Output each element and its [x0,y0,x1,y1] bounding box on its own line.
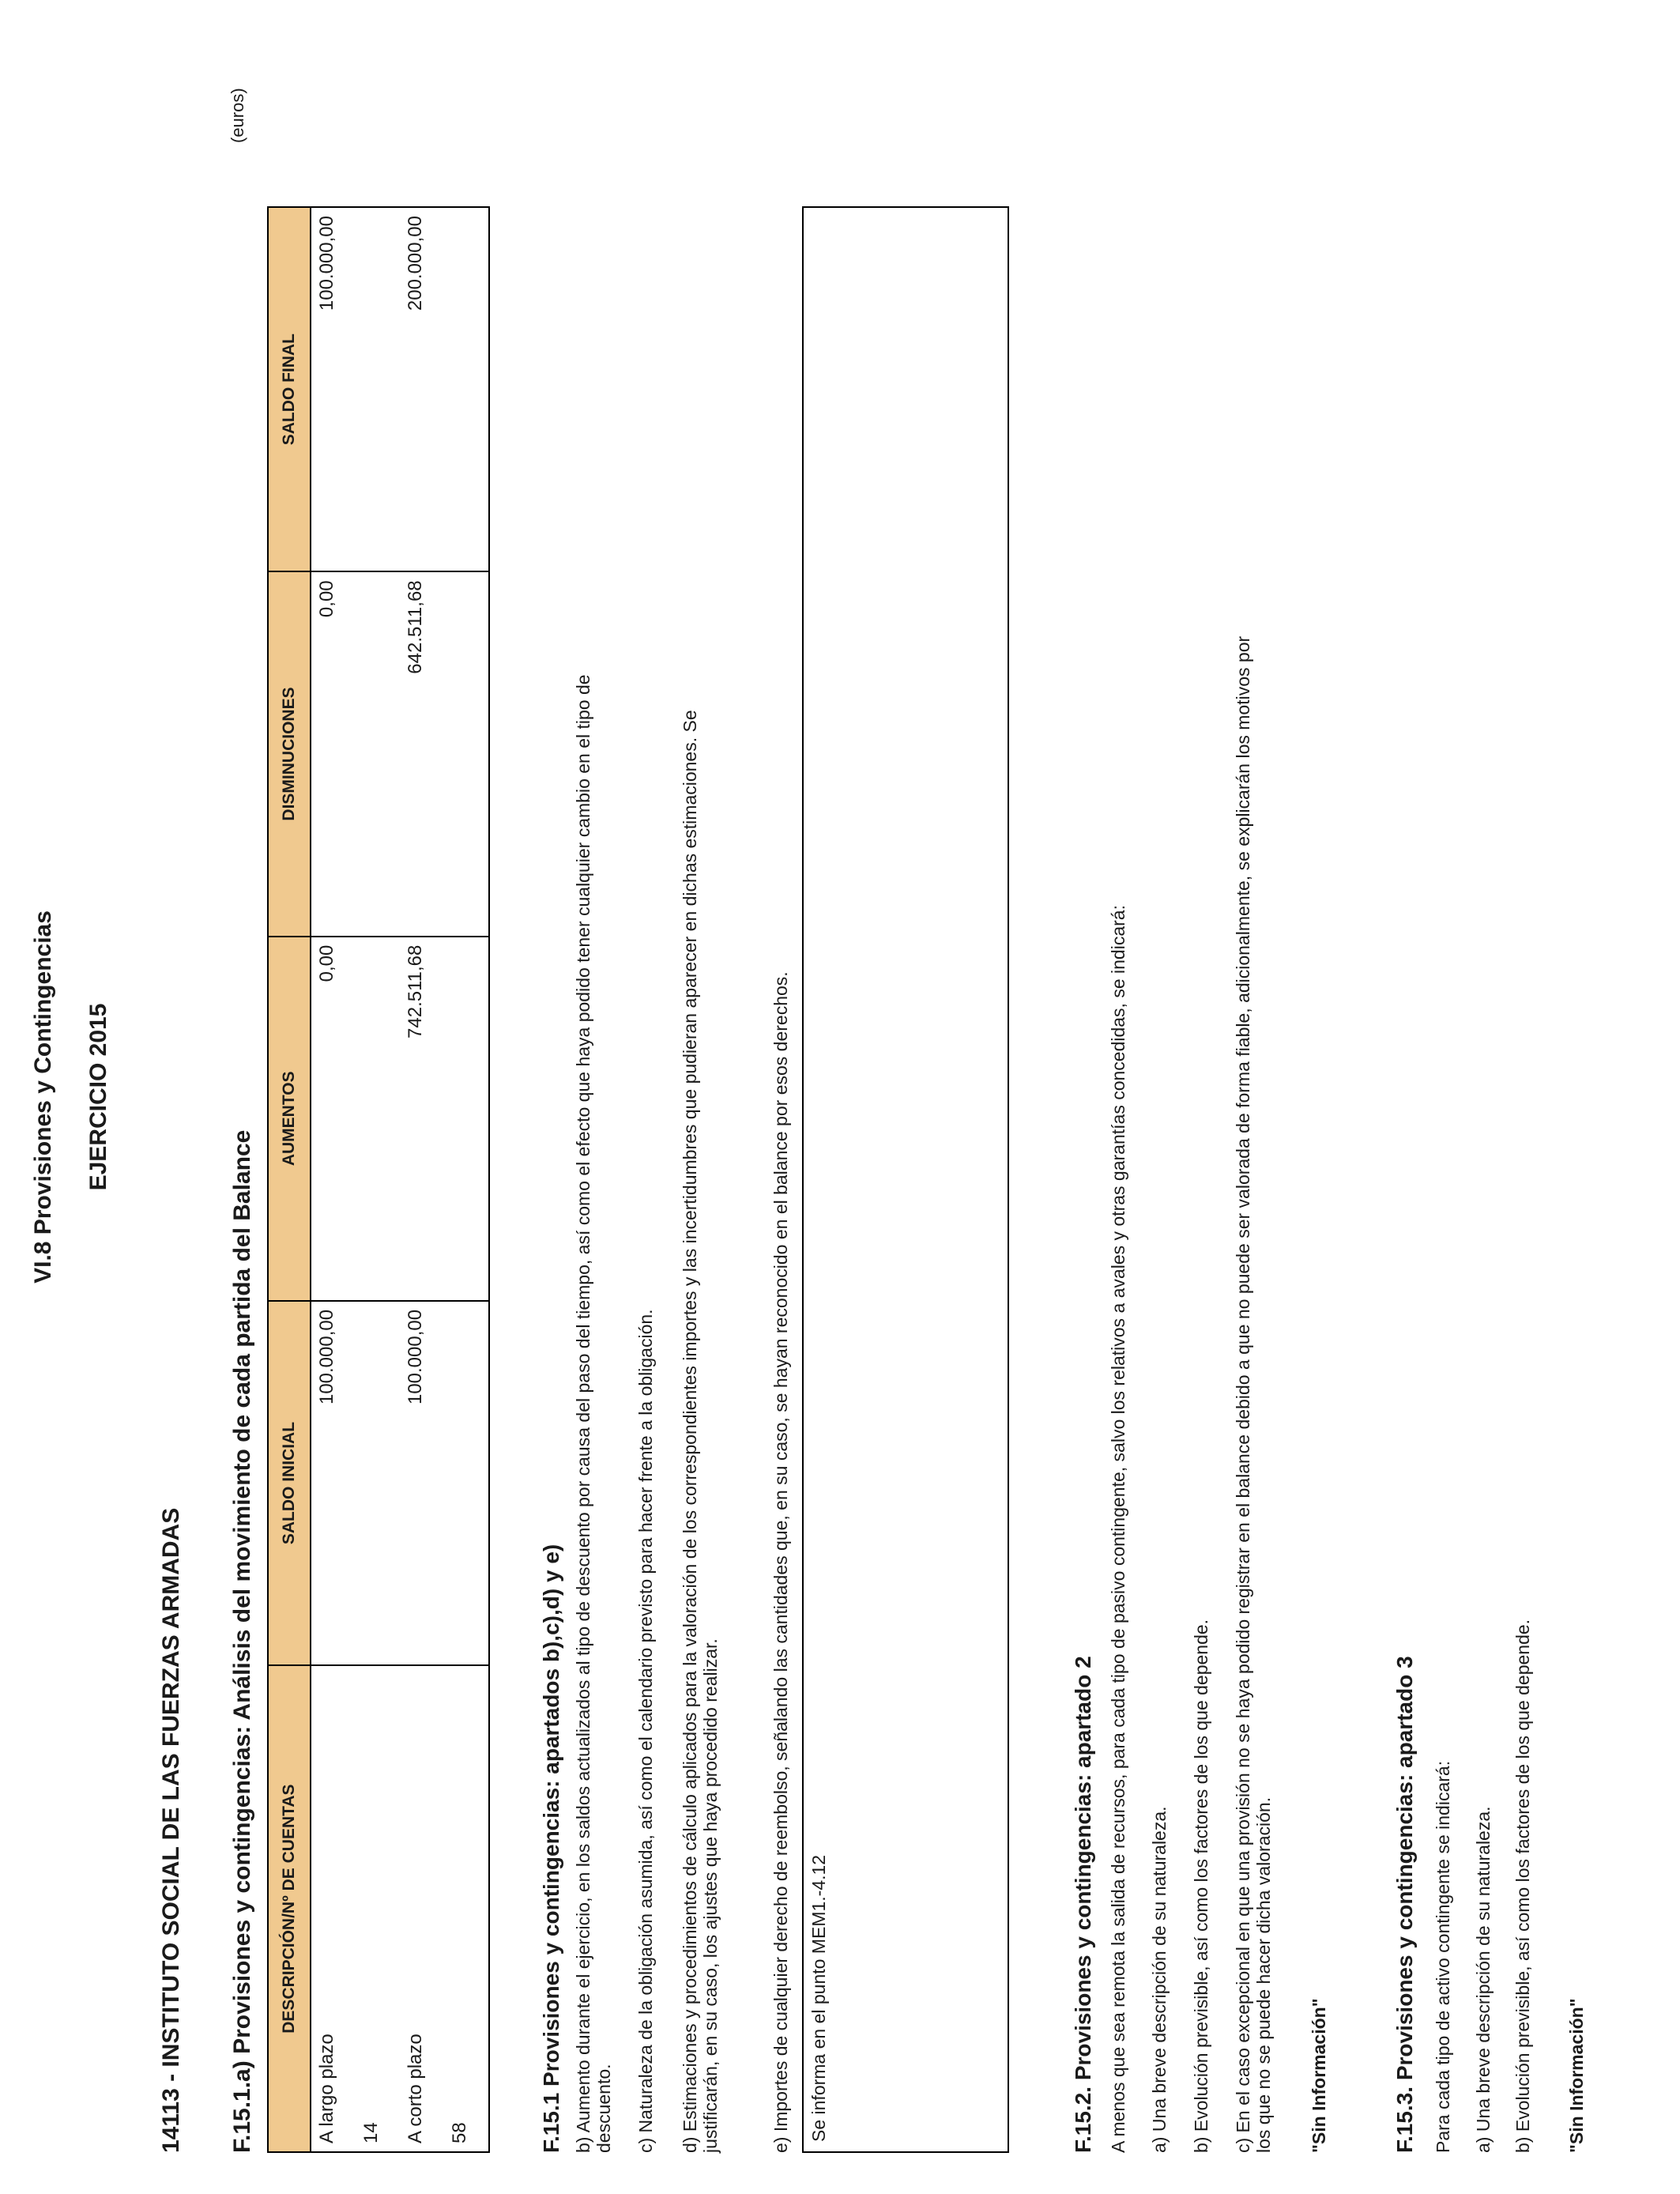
row-aumentos: 742.511,68 [400,937,444,1301]
table-row [444,207,489,2152]
section-2-b: b) Evolución previsible, así como los factores de los que depende. [1191,1619,1211,2153]
section-a-title: F.15.1.a) Provisiones y contingencias: Análisis del movimiento de cada partida del Balance [229,1129,255,2153]
col-header-saldo-final: SALDO FINAL [268,207,311,571]
col-header-aumentos: AUMENTOS [268,937,311,1301]
section-b-text-e: e) Importes de cualquier derecho de reembolso, señalando las cantidades que, en su caso, se hayan reconocido en el balance por esos derechos. [770,971,791,2153]
row-saldo-inicial: 100.000,00 [400,1301,444,1665]
col-header-description: DESCRIPCIÓN/Nº DE CUENTAS [268,1665,311,2152]
row-disminuciones: 0,00 [311,571,356,936]
document-subtitle: EJERCICIO 2015 [85,1003,111,1191]
section-3-b: b) Evolución previsible, así como los factores de los que depende. [1512,1619,1533,2153]
section-b-text-d2: justificarán, en su caso, los ajustes que haya procedido realizar. [700,1638,721,2153]
section-3-intro: Para cada tipo de activo contingente se indicará: [1433,1760,1453,2153]
section-b-text-b2: descuento. [593,2064,614,2153]
section-2-c1: c) En el caso excepcional en que una provisión no se haya podido registrar en el balance debido a que no puede ser valorada de forma fiable, adicionalmente, se explicarán los motivos por [1233,635,1253,2153]
entity-name: 14113 - INSTITUTO SOCIAL DE LAS FUERZAS ARMADAS [158,1507,184,2153]
section-b-title: F.15.1 Provisiones y contingencias: apartados b),c),d) y e) [539,1544,563,2153]
col-header-disminuciones: DISMINUCIONES [268,571,311,936]
row-saldo-final: 100.000,00 [311,207,356,571]
movements-table [267,206,490,2153]
section-b-text-b1: b) Aumento durante el ejercicio, en los saldos actualizados al tipo de descuento por causa del paso del tiempo, así como el efecto que haya podido tener cualquier cambio en el tipo de [573,674,593,2153]
col-header-saldo-inicial: SALDO INICIAL [268,1301,311,1665]
section-3-title: F.15.3. Provisiones y contingencias: apartado 3 [1392,1656,1417,2153]
section-3-sin-info: "Sin Información" [1566,1998,1587,2153]
table-row [356,207,400,2152]
section-2-title: F.15.2. Provisiones y contingencias: apartado 2 [1071,1656,1095,2153]
info-box [802,206,1009,2153]
section-b-text-d1: d) Estimaciones y procedimientos de cálculo aplicados para la valoración de los correspondientes importes y las incertidumbres que pudieran aparecer en dichas estimaciones. Se [680,710,700,2153]
section-2-intro: A menos que sea remota la salida de recursos, para cada tipo de pasivo contingente, salvo los relativos a avales y otras garantías concedidas, se indicará: [1108,905,1128,2153]
row-account: 14 [356,1665,400,2152]
table-row [311,207,356,2152]
row-description: A corto plazo [400,1665,444,2152]
row-account: 58 [444,1665,489,2152]
table-row [400,207,444,2152]
row-disminuciones: 642.511,68 [400,571,444,936]
document-title: VI.8 Provisiones y Contingencias [30,910,56,1284]
row-saldo-final: 200.000,00 [400,207,444,571]
table-header-row [268,207,311,2152]
row-description: A largo plazo [311,1665,356,2152]
section-3-a: a) Una breve descripción de su naturaleza. [1473,1806,1494,2153]
section-2-c2: los que no se puede hacer dicha valoración. [1253,1796,1274,2153]
section-b-text-c: c) Naturaleza de la obligación asumida, así como el calendario previsto para hacer frente a la obligación. [635,1309,656,2153]
section-2-sin-info: "Sin Información" [1309,1998,1329,2153]
info-box-text: Se informa en el punto MEM1.-4.12 [808,1854,829,2142]
row-saldo-inicial: 100.000,00 [311,1301,356,1665]
row-aumentos: 0,00 [311,937,356,1301]
currency-note: (euros) [228,88,247,143]
section-2-a: a) Una breve descripción de su naturaleza. [1149,1806,1170,2153]
